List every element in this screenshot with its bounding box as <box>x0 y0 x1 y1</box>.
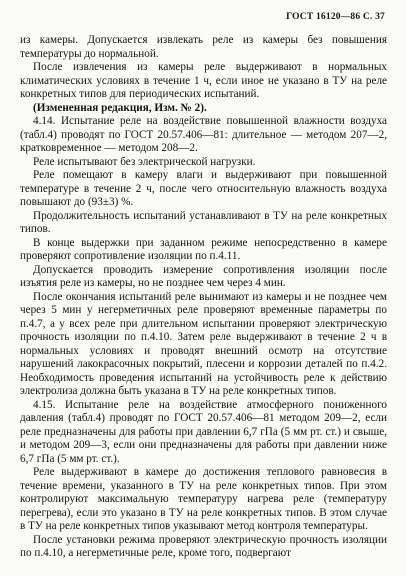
paragraph: После окончания испытаний реле вынимают из камеры и не позднее чем через 5 мин у негерметичных реле проверяют временные параметры по п.4.7, а у всех реле при длительном испытании проверяют электрическую прочность изоляции по п.4.10. Затем реле выдерживают в течение 2 ч в нормальных условиях и проводят внешний осмотр на отсутствие нарушений лакокрасочных покрытий, плесени и коррозии деталей по п.4.2. Необходимость проведения испытаний на устойчивость реле к действию электролиза должна быть указана в ТУ на реле конкретных типов. <box>20 290 387 397</box>
paragraph: Допускается проводить измерение сопротивления изоляции после изъятия реле из камеры, но не позднее чем через 4 мин. <box>20 263 387 289</box>
document-body <box>20 34 387 561</box>
paragraph: Реле помещают в камеру влаги и выдерживают при повышенной температуре в течение 2 ч, после чего относительную влажность воздуха повышают до (93±3) %. <box>20 169 387 208</box>
paragraph: Продолжительность испытаний устанавливают в ТУ на реле конкретных типов. <box>20 209 387 235</box>
paragraph: В конце выдержки при заданном режиме непосредственно в камере проверяют сопротивление изоляции по п.4.11. <box>20 236 387 262</box>
paragraph: 4.14. Испытание реле на воздействие повышенной влажности воздуха (табл.4) проводят по ГОСТ 20.57.406—81: длительное — методом 207—2, кратковременное — методом 208—2. <box>20 115 387 154</box>
paragraph: После установки режима проверяют электрическую прочность изоляции по п.4.10, а негерметичные реле, кроме того, подвергают <box>20 533 387 559</box>
paragraph: Реле испытывают без электрической нагрузки. <box>33 155 256 168</box>
paragraph: После извлечения из камеры реле выдерживают в нормальных климатических условиях в течение 1 ч, если иное не указано в ТУ на реле конкретных типов для периодических испытаний. <box>20 61 387 100</box>
page-header: ГОСТ 16120—86 С. 37 <box>286 12 385 22</box>
paragraph: из камеры. Допускается извлекать реле из камеры без повышения температуры до нормальной. <box>20 34 387 60</box>
paragraph: Реле выдерживают в камере до достижения теплового равновесия в течение времени, указанного в ТУ на реле конкретных типов. При этом контролируют максимальную температуру нагрева реле (температуру перегрева), если это указано в ТУ на реле конкретных типов. В этом случае в ТУ на реле конкретных типов указывают метод контроля температуры. <box>20 466 387 532</box>
paragraph: (Измененная редакция, Изм. № 2). <box>33 101 207 114</box>
paragraph: 4.15. Испытание реле на воздействие атмосферного пониженного давления (табл.4) проводят по ГОСТ 20.57.406—81 методом 209—2, если реле предназначены для работы при давлении 6,7 гПа (5 мм рт. ст.) и свыше, и методом 209—3, если они предназначены для работы при давлении ниже 6,7 гПа (5 мм рт. ст.). <box>20 398 387 465</box>
